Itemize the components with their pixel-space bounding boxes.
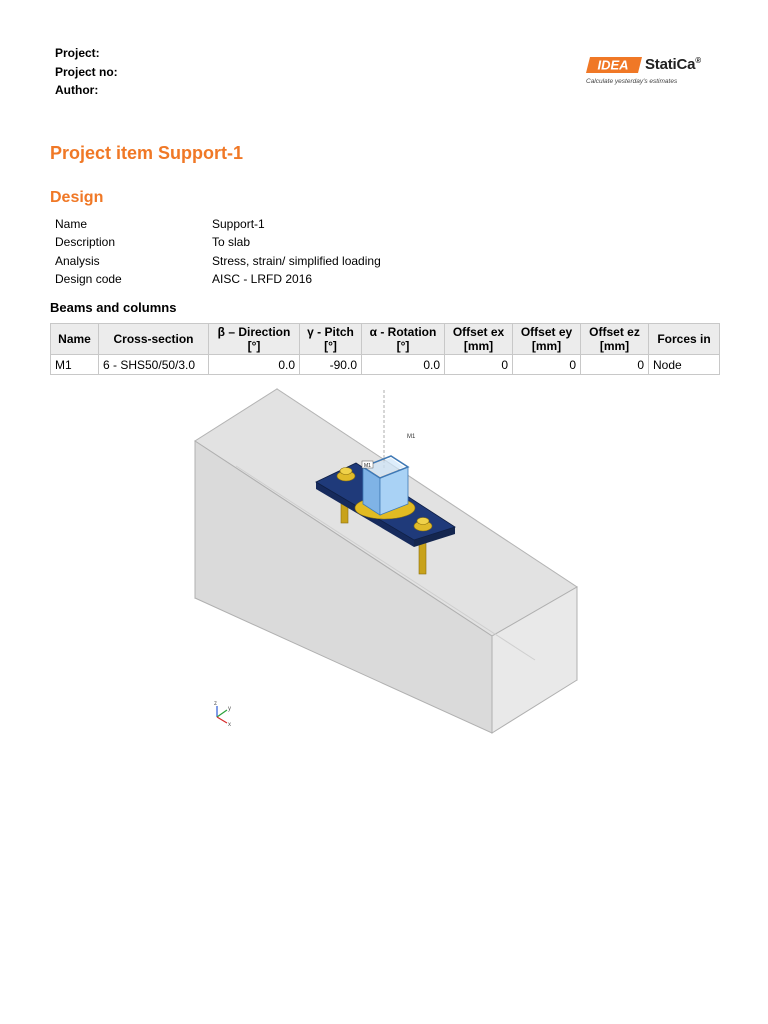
design-key: Analysis <box>55 253 100 268</box>
design-value: AISC - LRFD 2016 <box>212 272 313 287</box>
design-heading: Design <box>50 189 104 206</box>
cell-forces-in: Node <box>649 355 720 375</box>
design-row <box>55 270 381 288</box>
page-title: Project item Support-1 <box>50 143 244 163</box>
col-header-direction: β – Direction [°] <box>209 324 300 355</box>
design-row <box>55 215 381 233</box>
concrete-block <box>195 389 577 733</box>
axis-y-label: y <box>228 706 231 712</box>
col-header-rotation: α - Rotation [°] <box>362 324 445 355</box>
design-key: Description <box>55 235 116 250</box>
cell-offset-ez: 0 <box>581 355 649 375</box>
cell-pitch: -90.0 <box>300 355 362 375</box>
design-key: Design code <box>55 272 122 287</box>
member-tag: M1 <box>364 463 371 469</box>
col-header-offset-ex: Offset ex [mm] <box>445 324 513 355</box>
logo-tagline: Calculate yesterday's estimates <box>586 78 678 85</box>
member-label: M1 <box>407 434 416 440</box>
col-header-cross-section: Cross-section <box>99 324 209 355</box>
axis-z-label: z <box>214 701 217 707</box>
beams-heading: Beams and columns <box>50 300 177 315</box>
idea-logo-mark-icon <box>586 57 642 73</box>
col-header-offset-ey: Offset ey [mm] <box>513 324 581 355</box>
cell-offset-ex: 0 <box>445 355 513 375</box>
col-header-pitch: γ - Pitch [°] <box>300 324 362 355</box>
logo-mark-text: IDEA <box>597 57 629 73</box>
cell-cross-section: 6 - SHS50/50/3.0 <box>99 355 209 375</box>
cell-offset-ey: 0 <box>513 355 581 375</box>
logo-brand-text: StatiCa <box>645 56 696 73</box>
logo-reg: ® <box>695 56 701 65</box>
idea-statica-logo <box>586 56 716 88</box>
col-header-name: Name <box>51 324 99 355</box>
design-value: To slab <box>212 235 251 250</box>
axis-x-label: x <box>228 722 231 728</box>
design-key: Name <box>55 217 88 232</box>
connection-model-view <box>180 380 600 750</box>
project-label: Project: <box>55 46 100 60</box>
beams-table <box>50 323 720 375</box>
design-value: Stress, strain/ simplified loading <box>212 253 381 268</box>
cell-name: M1 <box>51 355 99 375</box>
axis-triad-icon <box>214 701 231 728</box>
cell-rotation: 0.0 <box>362 355 445 375</box>
design-table <box>55 215 381 288</box>
project-meta <box>55 44 118 100</box>
design-value: Support-1 <box>212 217 265 232</box>
author-label: Author: <box>55 83 99 97</box>
table-row <box>51 355 720 375</box>
cell-direction: 0.0 <box>209 355 300 375</box>
beams-header-row <box>51 324 720 355</box>
project-no-label: Project no: <box>55 64 118 79</box>
col-header-offset-ez: Offset ez [mm] <box>581 324 649 355</box>
col-header-forces-in: Forces in <box>649 324 720 355</box>
design-row <box>55 233 381 251</box>
design-row <box>55 252 381 270</box>
